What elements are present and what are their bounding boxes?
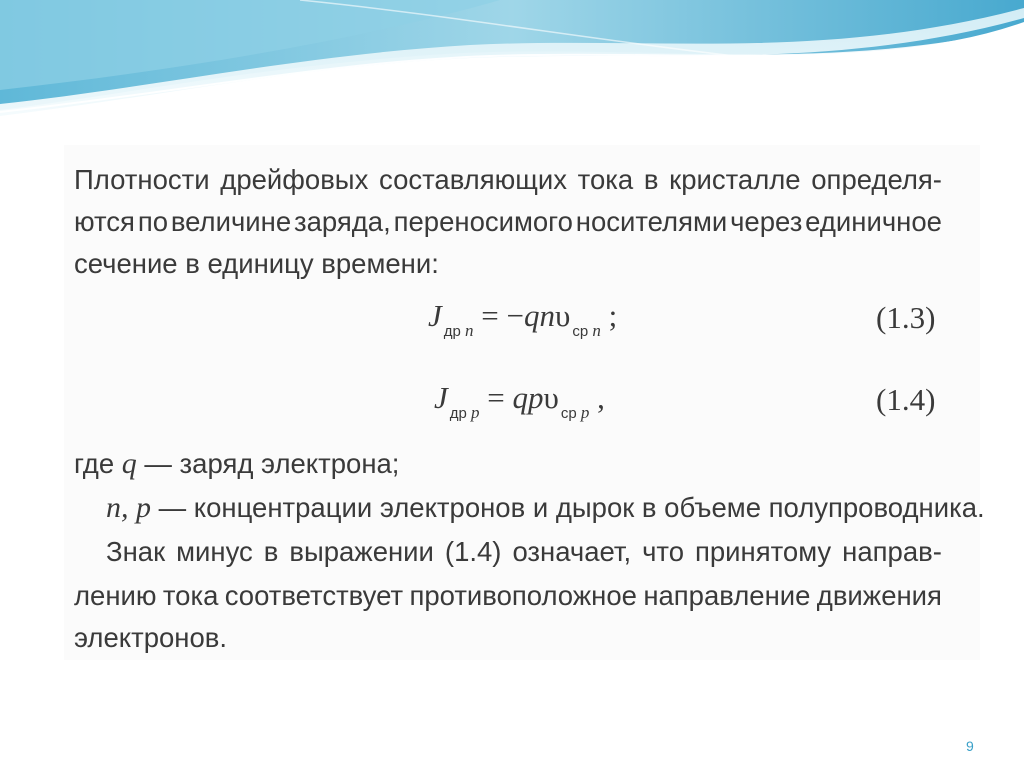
variables-n-p: n, p — [106, 491, 151, 524]
paragraph1-line1 — [74, 157, 942, 202]
word: величине — [170, 206, 292, 237]
subscript-text: др — [449, 405, 467, 422]
paragraph2-line1 — [106, 529, 942, 574]
word: соответствует — [224, 580, 404, 611]
formula-1-4 — [434, 375, 605, 426]
formula-symbol: qp — [512, 380, 544, 415]
word: составляющих — [379, 164, 567, 195]
np-text: — концентрации электронов и дырок в объеме полупроводника. — [151, 492, 985, 523]
word: заряда, — [293, 206, 391, 237]
word: означает, — [512, 536, 632, 567]
word: в — [263, 536, 279, 567]
where-line — [74, 441, 399, 486]
word: по — [137, 206, 168, 237]
word: принятому — [695, 536, 832, 567]
paragraph1-line2 — [74, 199, 942, 244]
formula-punct: , — [589, 380, 605, 415]
formula-operator: = − — [473, 298, 525, 333]
formula-symbol: υ — [543, 380, 559, 415]
page-number: 9 — [966, 738, 974, 754]
subscript-text: ср — [560, 405, 577, 422]
word: Знак — [106, 536, 166, 567]
formula-subscript — [561, 405, 590, 422]
word: переносимого — [393, 206, 573, 237]
word: (1.4) — [444, 536, 502, 567]
formula-1-3 — [428, 293, 617, 344]
equation-number-1-3: (1.3) — [876, 300, 936, 335]
formula-symbol: υ — [555, 298, 571, 333]
word: движения — [816, 580, 942, 611]
formula-subscript — [572, 323, 601, 340]
word: единичное — [805, 206, 942, 237]
header-wave-decoration — [0, 0, 1024, 120]
formula-symbol: J — [428, 298, 442, 333]
paragraph2-line2 — [74, 573, 942, 618]
subscript-var: p — [471, 403, 480, 422]
word: направ- — [842, 536, 942, 567]
paragraph1-line3: сечение в единицу времени: — [74, 248, 439, 279]
formula-symbol: qn — [524, 298, 556, 333]
word: направление — [643, 580, 811, 611]
word: дрейфовых — [220, 164, 369, 195]
word: тока — [162, 580, 219, 611]
word: через — [730, 206, 803, 237]
subscript-var: p — [580, 403, 590, 422]
word: противоположное — [409, 580, 637, 611]
word: Плотности — [74, 164, 210, 195]
equation-number-1-4: (1.4) — [876, 382, 936, 417]
formula-subscript — [444, 323, 474, 340]
where-prefix: где — [74, 448, 122, 479]
word: тока — [577, 164, 634, 195]
word: в — [643, 164, 659, 195]
formula-symbol: J — [434, 380, 448, 415]
subscript-var: n — [465, 321, 474, 340]
where-text: — заряд электрона; — [136, 448, 400, 479]
subscript-text: др — [443, 323, 461, 340]
paragraph2-line3: электронов. — [74, 622, 228, 653]
word: определя- — [811, 164, 942, 195]
word: кристалле — [669, 164, 801, 195]
slide-content — [64, 145, 985, 660]
subscript-var: n — [592, 321, 601, 340]
formula-subscript — [450, 405, 480, 422]
formula-punct: ; — [600, 298, 618, 333]
subscript-text: ср — [572, 323, 589, 340]
word: лению — [74, 580, 157, 611]
variable-q: q — [121, 447, 137, 480]
word: носителями — [575, 206, 728, 237]
word: ются — [74, 206, 135, 237]
np-line — [106, 485, 985, 530]
word: выражении — [289, 536, 434, 567]
word: что — [642, 536, 685, 567]
formula-operator: = — [479, 380, 513, 415]
word: минус — [176, 536, 253, 567]
